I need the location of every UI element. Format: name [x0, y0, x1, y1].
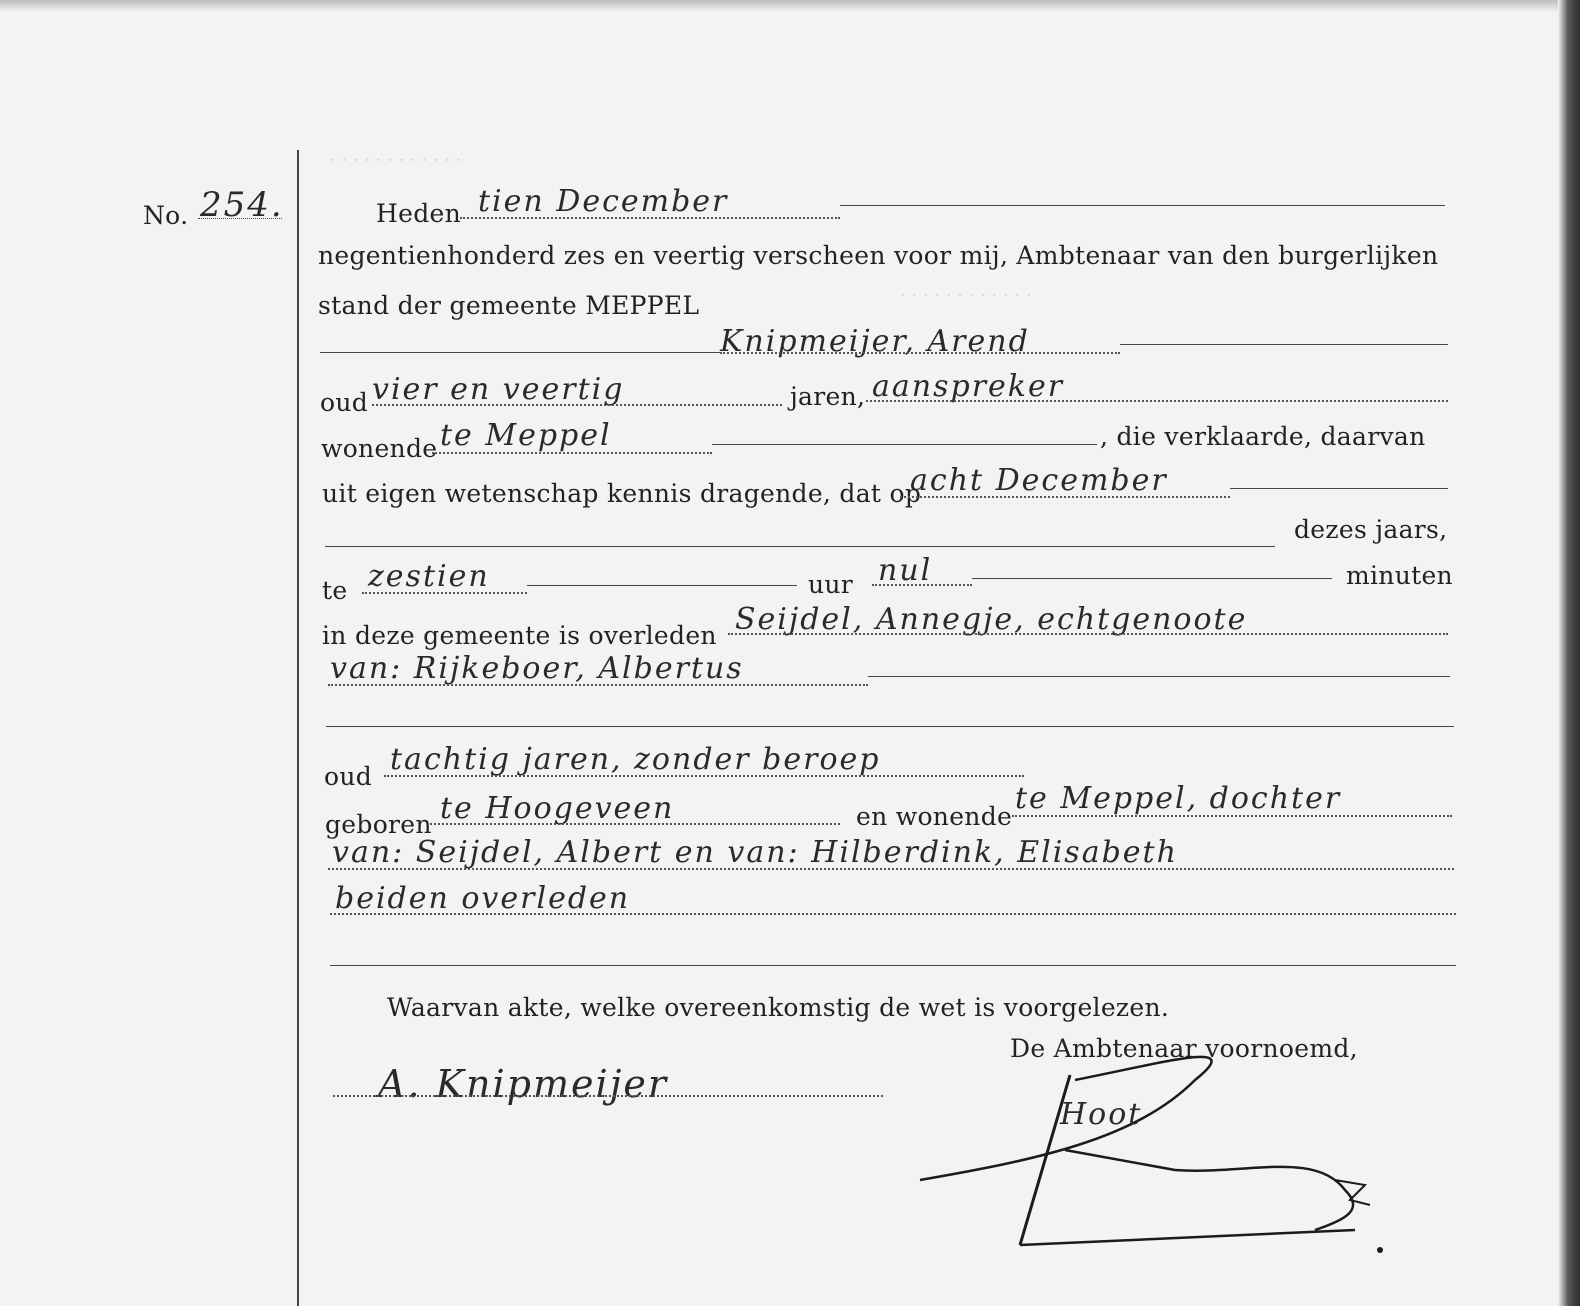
heden-date: tien December [478, 184, 729, 219]
occupation-dotted-line [866, 400, 1448, 402]
hour-dotted-line [362, 592, 527, 594]
declarant-rule-right [1120, 344, 1448, 345]
bleed-through: · · · · · · · · · · · · [330, 150, 462, 171]
birthplace: te Hoogeveen [440, 791, 675, 826]
declarant-age: vier en veertig [372, 372, 625, 407]
declarant-residence: te Meppel [440, 418, 612, 453]
parents: van: Seijdel, Albert en van: Hilberdink, Elisabeth [332, 835, 1178, 870]
record-number: 254. [200, 185, 284, 225]
birthplace-dotted-line [430, 823, 840, 825]
age-dotted-line [372, 404, 782, 406]
parents-note-dotted-line [330, 913, 1456, 915]
blank-rule [325, 546, 1275, 547]
oud-label-2: oud [324, 762, 373, 791]
wonende-label: wonende [321, 434, 438, 463]
residence-dotted-line [432, 452, 712, 454]
death-hour: zestien [368, 559, 490, 594]
verklaarde-text: , die verklaarde, daarvan [1100, 422, 1426, 451]
parents-dotted-line [328, 868, 1454, 870]
blank-rule-3 [330, 965, 1456, 966]
deceased-age-dotted-line [384, 775, 1024, 777]
declarant-name: Knipmeijer, Arend [720, 324, 1030, 359]
declarant-dotted-line [720, 352, 1120, 354]
residence-dotted-line-2 [1012, 815, 1452, 817]
heden-dotted-line [460, 217, 840, 219]
declarant-occupation: aanspreker [872, 369, 1065, 404]
spouse-rule [868, 676, 1450, 677]
intro-line-1: negentienhonderd zes en veertig verscheen voor mij, Ambtenaar van den burgerlijken [318, 241, 1439, 270]
jaren-label: jaren, [790, 382, 866, 411]
bleed-through: · · · · · · · · · · · · [900, 285, 1032, 306]
scan-right-edge [1558, 0, 1580, 1306]
blank-rule-2 [326, 726, 1454, 727]
deceased-spouse: van: Rijkeboer, Albertus [330, 651, 744, 686]
geboren-label: geboren [325, 810, 432, 839]
death-minutes: nul [878, 553, 933, 588]
official-signature-scribble [915, 1040, 1405, 1265]
closing-text: Waarvan akte, welke overeenkomstig de wet is voorgelezen. [387, 993, 1170, 1022]
uur-label: uur [808, 570, 854, 599]
spouse-dotted-line [328, 684, 868, 686]
minutes-dotted-line [872, 584, 972, 586]
signature-dotted-line [333, 1095, 883, 1097]
official-title: De Ambtenaar voornoemd, [1010, 1034, 1358, 1063]
residence-rule [712, 444, 1097, 445]
minuten-label: minuten [1346, 561, 1453, 590]
deceased-age: tachtig jaren, zonder beroep [390, 742, 881, 777]
oud-label: oud [320, 388, 369, 417]
residence: te Meppel, dochter [1015, 781, 1342, 816]
wonende-label-2: en wonende [856, 802, 1013, 831]
record-number-label: No. [143, 201, 189, 230]
date-rule [1230, 488, 1448, 489]
kennis-line: uit eigen wetenschap kennis dragende, dat op [322, 479, 922, 508]
minutes-rule [972, 578, 1332, 579]
hour-rule [527, 585, 797, 586]
official-signature: Hoot [1060, 1097, 1143, 1132]
dezes-jaars: dezes jaars, [1294, 515, 1448, 544]
parents-note: beiden overleden [335, 881, 631, 916]
declarant-signature: A. Knipmeijer [378, 1062, 669, 1106]
scan-top-shadow [0, 0, 1580, 12]
heden-label: Heden [376, 199, 461, 228]
declarant-rule-left [320, 352, 720, 353]
death-date: acht December [910, 463, 1168, 498]
overleden-line: in deze gemeente is overleden [322, 621, 717, 650]
record-number-underline [198, 218, 282, 219]
heden-rule [840, 205, 1445, 206]
intro-line-2: stand der gemeente MEPPEL [318, 291, 700, 320]
deceased-name: Seijdel, Annegje, echtgenoote [735, 602, 1248, 637]
te-label: te [322, 576, 348, 605]
date-dotted-line [900, 496, 1230, 498]
deceased-dotted-line [728, 633, 1448, 635]
margin-rule [297, 150, 299, 1306]
